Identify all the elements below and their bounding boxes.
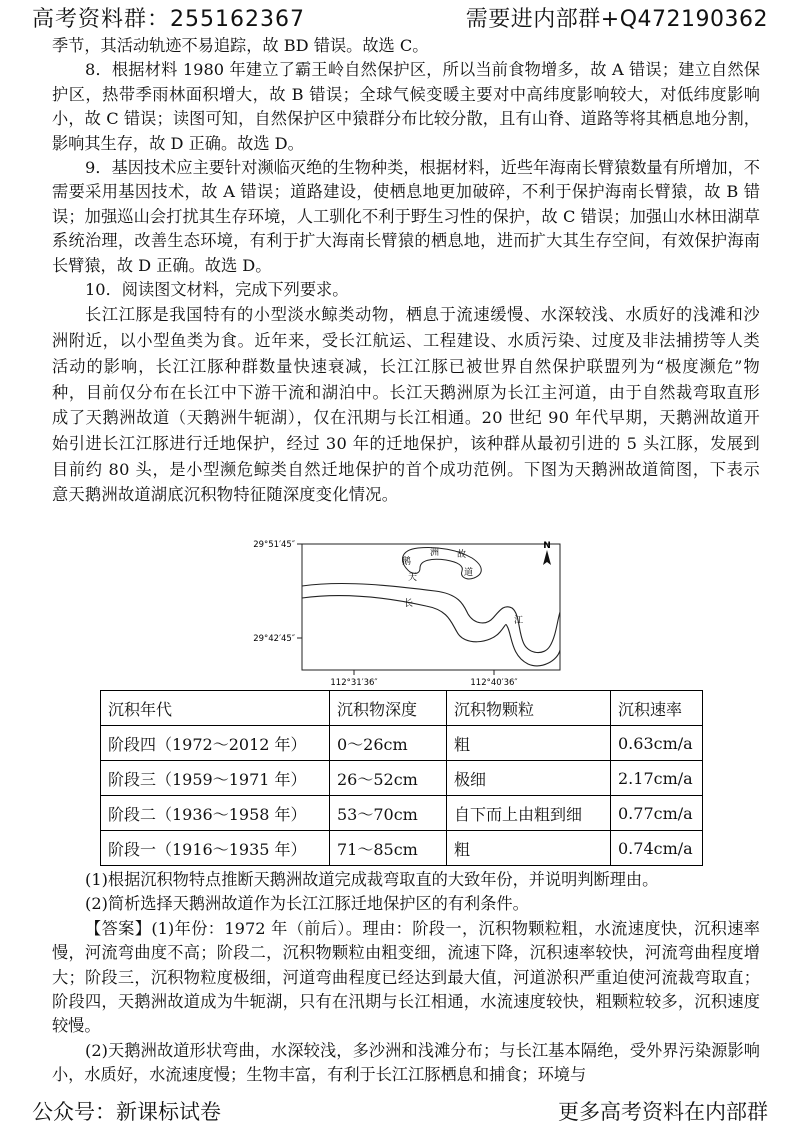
table-cell: 0～26cm [330, 726, 447, 761]
question-10-2: (2)简析选择天鹅洲故道作为长江江豚迁地保护区的有利条件。 [85, 894, 529, 914]
page-footer [0, 1094, 800, 1130]
answer-9: 9．基因技术应主要针对濒临灭绝的生物种类，根据材料，近些年海南长臂猿数量有所增加，不需要采用基因技术，故 A 错误；道路建设，使栖息地更加破碎，不利于保护海南长臂猿，故 B 错误；加强巡山会打扰其生存环境，人工驯化不利于野生习性的保护，故 C 错误；加强山水林田湖草系统治理，改善生态环境，有利于扩大海南长臂猿的栖息地，进而扩大其生存空间，有效保护海南长臂猿，故 D 正确。故选 D。 [52, 158, 760, 275]
table-row [101, 726, 703, 761]
lake-char-5: 道 [464, 568, 474, 578]
question-10-intro: 10．阅读图文材料，完成下列要求。 [85, 280, 349, 300]
answer-8: 8．根据材料 1980 年建立了霸王岭自然保护区，所以当前食物增多，故 A 错误；建立自然保护区，热带季雨林面积增大，故 B 错误；全球气候变暖主要对中高纬度影响较大，对低纬度影响小，故 C 错误；读图可知，自然保护区中猿群分布比较分散，且有山脊、道路等将其栖息地分割，影响其生存，故 D 正确。故选 D。 [52, 60, 760, 153]
river-south-bank [302, 596, 560, 666]
svg-text:N: N [543, 541, 551, 551]
table-cell: 阶段四（1972～2012 年） [101, 726, 330, 761]
table-cell: 阶段一（1916～1935 年） [101, 831, 330, 866]
header-contact: 需要进内部群+Q472190362 [465, 7, 768, 32]
answer-text-top [52, 34, 760, 508]
table-cell: 粗 [447, 726, 611, 761]
page-header [0, 2, 800, 38]
table-cell: 53～70cm [330, 796, 447, 831]
tianezhou-map [250, 528, 570, 693]
table-cell: 0.74cm/a [611, 831, 703, 866]
table-header-cell: 沉积物深度 [330, 691, 447, 726]
table-header-cell: 沉积年代 [101, 691, 330, 726]
latitude-bottom-label: 29°42′45″ [253, 634, 295, 644]
table-cell: 71～85cm [330, 831, 447, 866]
lake-char-4: 天 [408, 573, 418, 583]
longitude-right-label: 112°40′36″ [470, 678, 518, 688]
answer-7-end: 季节，其活动轨迹不易追踪，故 BD 错误。故选 C。 [52, 36, 429, 55]
table-cell: 阶段三（1959～1971 年） [101, 761, 330, 796]
header-group-number: 高考资料群：255162367 [32, 7, 305, 32]
table-cell: 粗 [447, 831, 611, 866]
question-10-1: (1)根据沉积物特点推断天鹅洲故道完成裁弯取直的大致年份，并说明判断理由。 [85, 870, 659, 889]
river-char-2: 江 [514, 616, 524, 626]
table-row [101, 761, 703, 796]
river-char-1: 长 [404, 599, 414, 609]
table-cell: 2.17cm/a [611, 761, 703, 796]
table-cell: 阶段二（1936～1958 年） [101, 796, 330, 831]
latitude-top-label: 29°51′45″ [253, 540, 295, 550]
table-cell: 0.63cm/a [611, 726, 703, 761]
answer-10-1: 【答案】(1)年份：1972 年（前后）。理由：阶段一，沉积物颗粒粗，水流速度快，沉积速率慢，河流弯曲度不高；阶段二，沉积物颗粒由粗变细，流速下降，沉积速率较快，河流弯曲程度增大；阶段三，沉积物粒度极细，河道弯曲程度已经达到最大值，河道淤积严重迫使河流裁弯取直；阶段四，天鹅洲故道成为牛轭湖，只有在汛期与长江相通，水流速度较快，粗颗粒较多，沉积速度较慢。 [52, 918, 760, 1036]
material-paragraph: 长江江豚是我国特有的小型淡水鲸类动物，栖息于流速缓慢、水深较浅、水质好的浅滩和沙洲附近，以小型鱼类为食。近年来，受长江航运、工程建设、水质污染、过度及非法捕捞等人类活动的影响，长江江豚种群数量快速衰减，长江江豚已被世界自然保护联盟列为“极度濒危”物种，目前仅分布在长江中下游干流和湖泊中。长江天鹅洲原为长江主河道，由于自然裁弯取直形成了天鹅洲故道（天鹅洲牛轭湖），仅在汛期与长江相通。20 世纪 90 年代早期，天鹅洲故道开始引进长江江豚进行迁地保护，经过 30 年的迁地保护，该种群从最初引进的 5 头江豚，发展到目前约 80 头，是小型濒危鲸类自然迁地保护的首个成功范例。下图为天鹅洲故道简图，下表示意天鹅洲故道湖底沉积物特征随深度变化情况。 [52, 305, 760, 505]
table-cell: 自下而上由粗到细 [447, 796, 611, 831]
lake-char-3: 故 [457, 550, 467, 560]
table-header-row [101, 691, 703, 726]
lake-char-1: 鹅 [402, 557, 412, 567]
answer-10-2: (2)天鹅洲故道形状弯曲，水深较浅，多沙洲和浅滩分布；与长江基本隔绝，受外界污染源影响小，水质好，水流速度慢；生物丰富，有利于长江江豚栖息和捕食；环境与 [52, 1040, 760, 1085]
table-cell: 极细 [447, 761, 611, 796]
north-arrow-icon [543, 541, 551, 565]
longitude-left-label: 112°31′36″ [330, 678, 378, 688]
table-cell: 26～52cm [330, 761, 447, 796]
footer-wechat: 公众号：新课标试卷 [32, 1100, 221, 1124]
table-row [101, 831, 703, 866]
sediment-table [100, 690, 703, 866]
lake-char-2: 洲 [430, 548, 440, 558]
answer-text-bottom [52, 868, 760, 1088]
table-header-cell: 沉积速率 [611, 691, 703, 726]
table-cell: 0.77cm/a [611, 796, 703, 831]
table-row [101, 796, 703, 831]
footer-promo: 更多高考资料在内部群 [558, 1100, 768, 1124]
table-header-cell: 沉积物颗粒 [447, 691, 611, 726]
